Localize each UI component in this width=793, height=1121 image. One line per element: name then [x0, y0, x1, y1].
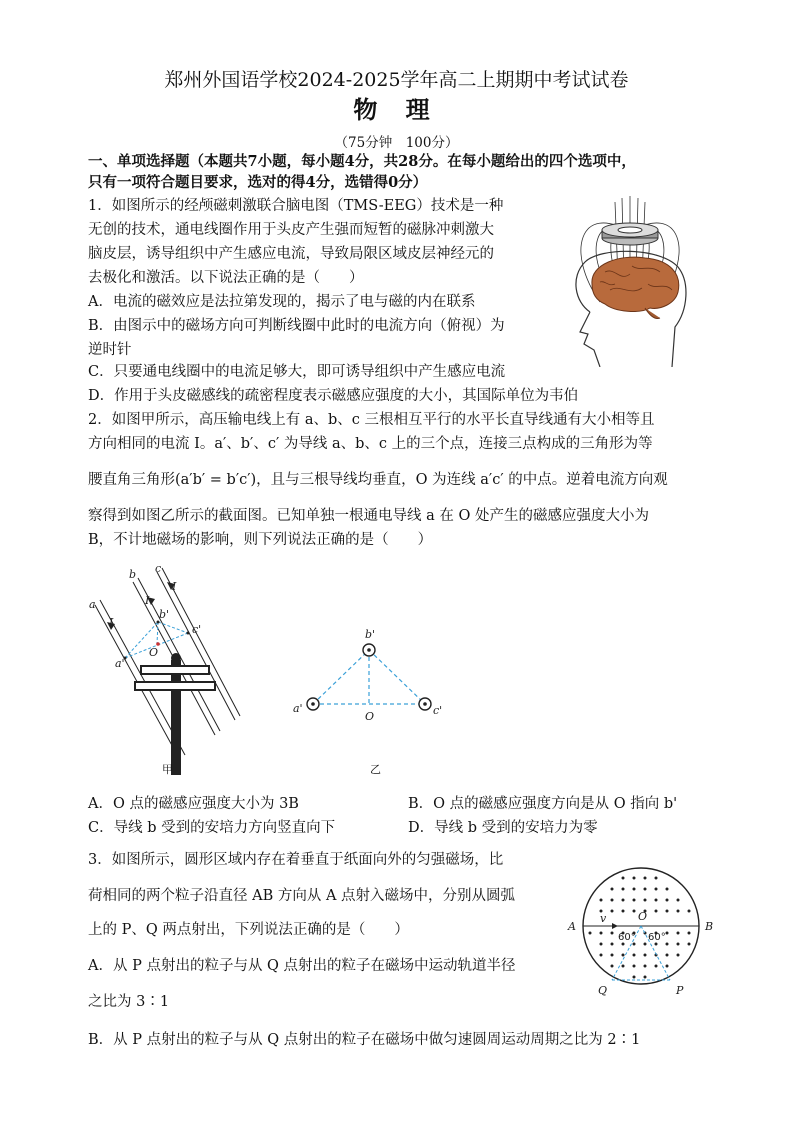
q3-line2: 荷相同的两个粒子沿直径 AB 方向从 A 点射入磁场中，分别从圆弧	[88, 888, 516, 904]
field-dot	[688, 910, 691, 913]
q3-line3: 上的 P、Q 两点射出，下列说法正确的是（ ）	[88, 922, 409, 938]
field-dot	[644, 954, 647, 957]
field-dot	[611, 954, 614, 957]
label-c-prime: c'	[192, 623, 202, 636]
field-dot	[677, 954, 680, 957]
field-dot	[622, 965, 625, 968]
field-dot	[633, 888, 636, 891]
q1-line1: 1．如图所示的经颅磁刺激联合脑电图（TMS-EEG）技术是一种	[88, 198, 504, 214]
field-dot	[611, 899, 614, 902]
field-dot	[644, 888, 647, 891]
field-dot	[666, 899, 669, 902]
section-label-a-prime: a'	[293, 702, 303, 715]
q1-line4: 去极化和激活。以下说法正确的是（ ）	[88, 270, 364, 286]
q2-option-b: B．O 点的磁感应强度方向是从 O 指向 b'	[408, 796, 678, 812]
q2-line3: 腰直角三角形(a′b′ = b′c′)，且与三根导线均垂直，O 为连线 a′c′ 的中点。逆着电流方向观	[88, 472, 668, 488]
label-i-b: I	[145, 594, 150, 607]
q2-option-d: D．导线 b 受到的安培力为零	[408, 820, 598, 836]
section-label-o: O	[365, 710, 375, 723]
field-dot	[611, 888, 614, 891]
tms-head-figure	[560, 192, 700, 367]
label-o: O	[149, 646, 159, 659]
fig3-label-o: O	[638, 910, 648, 923]
field-dot	[655, 910, 658, 913]
q3-option-a-line2: 之比为 3∶1	[88, 994, 170, 1010]
field-dot	[622, 899, 625, 902]
field-dot	[633, 910, 636, 913]
section-heading-line2: 只有一项符合题目要求，选对的得4分，选错得0分）	[88, 174, 428, 191]
section-heading-line1: 一、单项选择题（本题共7小题，每小题4分，共28分。在每小题给出的四个选项中，	[88, 153, 636, 170]
field-dot	[633, 877, 636, 880]
field-dot	[600, 943, 603, 946]
label-i-a: I	[109, 616, 114, 629]
q2-line4: 察得到如图乙所示的截面图。已知单独一根通电导线 a 在 O 处产生的磁感应强度大小为	[88, 508, 649, 524]
field-dot	[644, 965, 647, 968]
field-dot	[589, 932, 592, 935]
label-b-prime: b'	[159, 608, 170, 621]
field-dot	[666, 954, 669, 957]
field-dot	[633, 976, 636, 979]
field-dot	[666, 965, 669, 968]
field-dot	[622, 888, 625, 891]
fig3-label-a: A	[568, 920, 576, 933]
field-dot	[633, 899, 636, 902]
field-dot	[644, 943, 647, 946]
power-line-figure-jia	[85, 560, 245, 775]
label-i-c: I	[172, 580, 177, 593]
q2-option-c: C．导线 b 受到的安培力方向竖直向下	[88, 820, 336, 836]
field-dot	[655, 899, 658, 902]
q3-option-a-line1: A．从 P 点射出的粒子与从 Q 点射出的粒子在磁场中运动轨道半径	[88, 958, 516, 974]
label-b: b	[129, 568, 137, 581]
label-c: c	[155, 562, 162, 575]
q1-line3: 脑皮层，诱导组织中产生感应电流，导致局限区域皮层神经元的	[88, 246, 494, 262]
field-dot	[644, 877, 647, 880]
q1-option-c: C．只要通电线圈中的电流足够大，即可诱导组织中产生感应电流	[88, 364, 506, 380]
q1-option-b-line1: B．由图示中的磁场方向可判断线圈中此时的电流方向（俯视）为	[88, 318, 505, 334]
q3-option-b: B．从 P 点射出的粒子与从 Q 点射出的粒子在磁场中做匀速圆周运动周期之比为 2∶1	[88, 1032, 641, 1048]
field-dot	[600, 899, 603, 902]
q1-option-d: D．作用于头皮磁感线的疏密程度表示磁感应强度的大小，其国际单位为韦伯	[88, 388, 579, 404]
field-dot	[611, 965, 614, 968]
field-dot	[677, 932, 680, 935]
circular-field-figure	[560, 850, 720, 1000]
field-dot	[611, 932, 614, 935]
q2-line2: 方向相同的电流 I。a′、b′、c′ 为导线 a、b、c 上的三个点，连接三点构成的三角形为等	[88, 436, 653, 452]
q2-line1: 2．如图甲所示，高压输电线上有 a、b、c 三根相互平行的水平长直导线通有大小相等且	[88, 412, 655, 428]
exam-title: 郑州外国语学校2024-2025学年高二上期期中考试试卷	[164, 69, 629, 91]
field-dot	[677, 943, 680, 946]
field-dot	[666, 910, 669, 913]
field-dot	[688, 943, 691, 946]
field-dot	[655, 965, 658, 968]
field-dot	[655, 877, 658, 880]
fig3-label-p: P	[676, 984, 684, 997]
q1-option-b-line2: 逆时针	[88, 342, 132, 358]
fig3-label-v: v	[600, 912, 607, 925]
field-dot	[688, 932, 691, 935]
field-dot	[633, 954, 636, 957]
label-a-prime: a'	[115, 657, 125, 670]
field-dot	[666, 932, 669, 935]
fig3-label-q: Q	[598, 984, 608, 997]
field-dot	[622, 877, 625, 880]
section-label-c-prime: c'	[433, 704, 443, 717]
field-dot	[666, 888, 669, 891]
field-dot	[611, 943, 614, 946]
field-dot	[666, 943, 669, 946]
field-dot	[600, 954, 603, 957]
field-dot	[622, 910, 625, 913]
field-dot	[677, 899, 680, 902]
field-dot	[622, 954, 625, 957]
exam-duration: （75分钟 100分）	[334, 135, 459, 151]
fig3-angle-right: 60°	[648, 932, 666, 943]
field-dot	[677, 910, 680, 913]
fig3-label-b: B	[705, 920, 714, 933]
field-dot	[644, 976, 647, 979]
figure-caption-jia: 甲	[162, 763, 173, 776]
q1-line2: 无创的技术，通电线圈作用于头皮产生强而短暂的磁脉冲刺激大	[88, 222, 494, 238]
subject-title: 物 理	[353, 95, 440, 124]
q1-option-a: A．电流的磁效应是法拉第发现的，揭示了电与磁的内在联系	[88, 294, 476, 310]
field-dot	[644, 899, 647, 902]
section-label-b-prime: b'	[365, 628, 376, 641]
field-dot	[633, 965, 636, 968]
label-a: a	[89, 598, 96, 611]
q2-line5: B，不计地磁场的影响，则下列说法正确的是（ ）	[88, 532, 433, 548]
field-dot	[611, 910, 614, 913]
field-dot	[655, 888, 658, 891]
cross-section-figure-yi	[285, 620, 445, 730]
fig3-angle-left: 60°	[618, 932, 636, 943]
field-dot	[600, 932, 603, 935]
q2-option-a: A．O 点的磁感应强度大小为 3B	[88, 796, 299, 812]
figure-caption-yi: 乙	[370, 763, 381, 776]
q3-line1: 3．如图所示，圆形区域内存在着垂直于纸面向外的匀强磁场，比	[88, 852, 504, 868]
